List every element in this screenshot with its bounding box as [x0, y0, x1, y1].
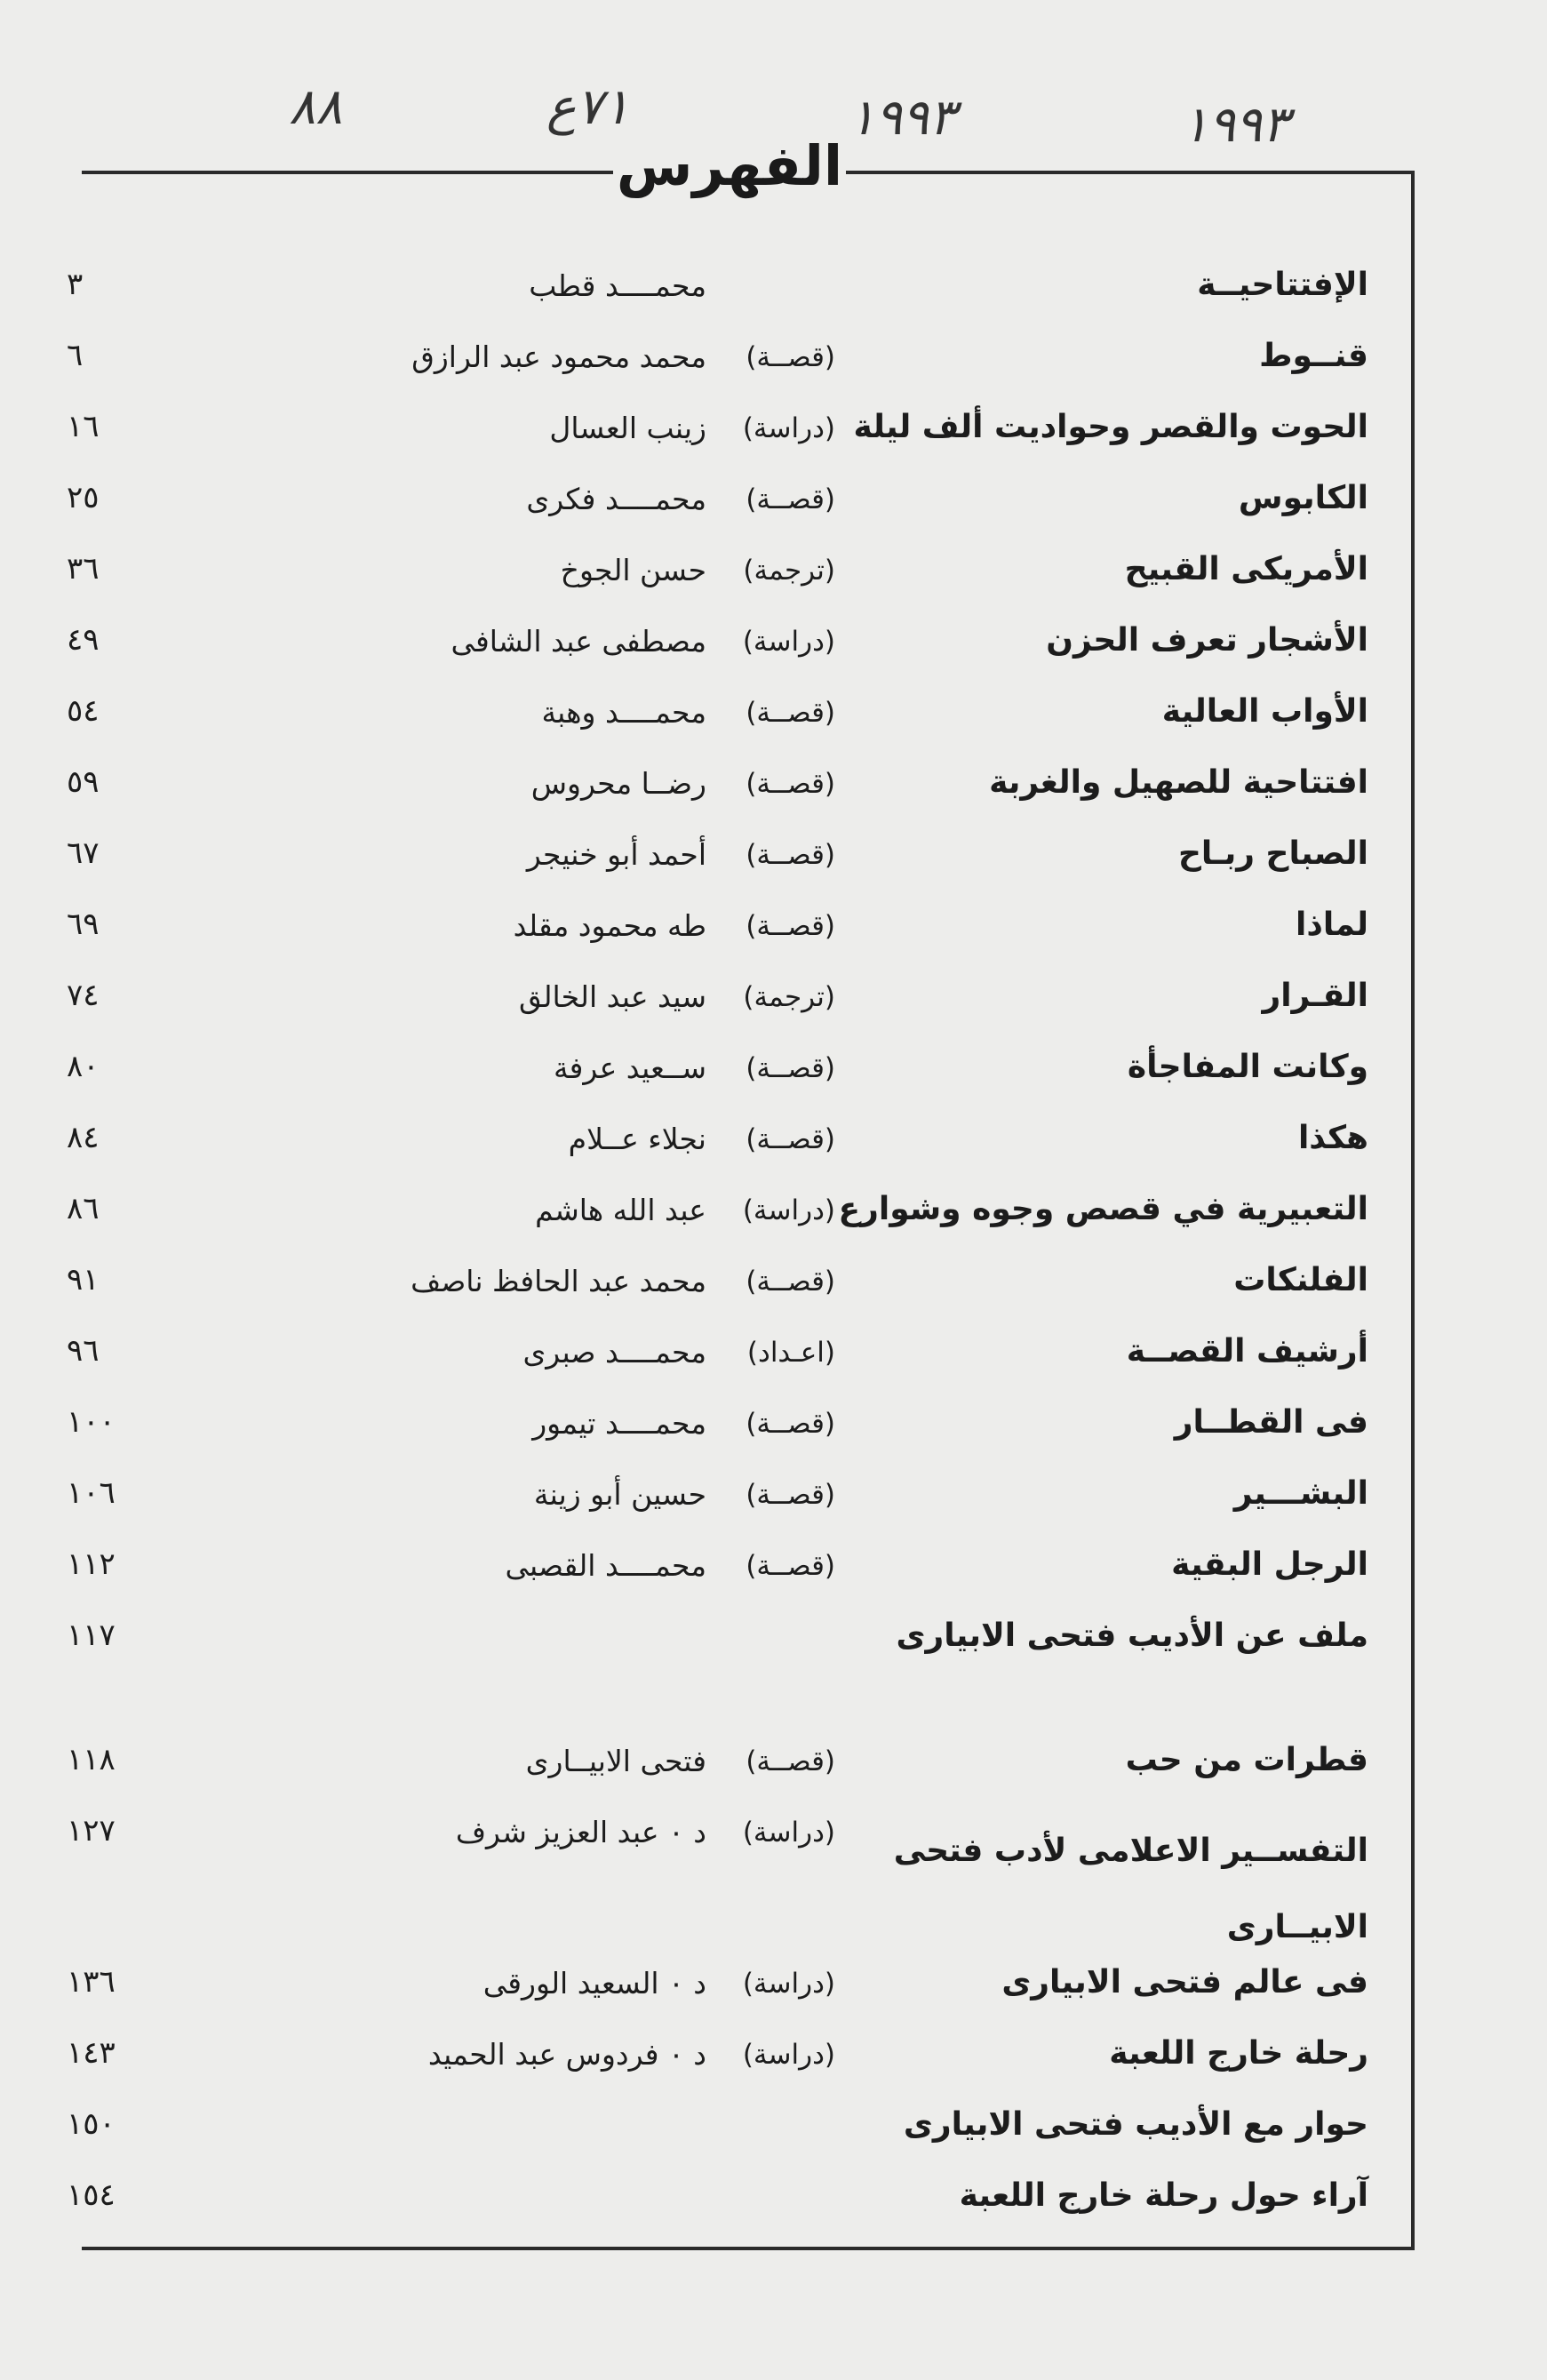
entry-title: آراء حول رحلة خارج اللعبة: [959, 2177, 1368, 2214]
entry-title: حوار مع الأديب فتحى الابيارى: [903, 2106, 1368, 2143]
toc-entry: [53, 2177, 1368, 2248]
entry-genre: (دراسة): [742, 1194, 835, 1226]
entry-page: ٦: [67, 338, 84, 373]
entry-title: أرشيف القصــة: [1126, 1333, 1368, 1370]
toc-entry: [53, 1191, 1368, 1262]
entry-title: افتتاحية للصهيل والغربة: [989, 764, 1368, 801]
entry-title: فى عالم فتحى الابيارى: [1001, 1964, 1368, 2001]
toc-entry: [53, 1262, 1368, 1333]
toc-entry: [53, 1404, 1368, 1475]
entry-page: ١٣٦: [67, 1964, 116, 2000]
page-title: الفهرس: [616, 133, 843, 198]
entry-genre: (قصــة): [746, 1745, 835, 1777]
entry-author: د ٠ فردوس عبد الحميد: [427, 2037, 706, 2072]
entry-genre: (قصــة): [746, 768, 835, 800]
toc-entry: [53, 2035, 1368, 2106]
entry-page: ٣: [67, 267, 84, 302]
entry-genre: (ترجمة): [743, 555, 835, 587]
entry-author: رضــا محروس: [530, 766, 706, 801]
entry-genre: (قصــة): [746, 1550, 835, 1582]
entry-page: ٩١: [67, 1262, 100, 1298]
toc-entry: [53, 835, 1368, 906]
entry-page: ٥٩: [67, 764, 100, 800]
toc-entry: [53, 1333, 1368, 1404]
entry-page: ٤٩: [67, 622, 100, 658]
toc-entry: [53, 338, 1368, 409]
toc-entry: [53, 1964, 1368, 2035]
entry-genre: (قصــة): [746, 697, 835, 729]
entry-title: قنــوط: [1259, 338, 1368, 374]
entry-genre: (قصــة): [746, 483, 835, 515]
entry-author: فتحى الابيــارى: [525, 1744, 706, 1778]
entry-page: ١١٧: [67, 1617, 116, 1653]
handwritten-note: ١٩٩٣: [1182, 96, 1289, 154]
frame-top-line: [846, 171, 1415, 174]
entry-title: التعبيرية في قصص وجوه وشوارع: [838, 1191, 1368, 1227]
toc-entry: [53, 764, 1368, 835]
entry-page: ١٤٣: [67, 2035, 116, 2071]
entry-author: محمــــد القصبى: [505, 1548, 706, 1583]
entry-genre: (اعـداد): [746, 1337, 835, 1369]
entry-page: ٩٦: [67, 1333, 100, 1369]
entry-author: محمــــد قطب: [529, 268, 706, 303]
entry-genre: (دراسة): [742, 626, 835, 658]
table-of-contents: [53, 267, 1368, 2248]
entry-page: ١١٨: [67, 1742, 116, 1777]
entry-title: فى القطــار: [1174, 1404, 1368, 1441]
entry-author: محمد محمود عبد الرازق: [411, 339, 706, 374]
entry-title: الحوت والقصر وحواديت ألف ليلة: [853, 409, 1368, 445]
entry-author: نجلاء عــلام: [568, 1122, 706, 1156]
section-gap: [53, 1689, 1368, 1742]
entry-genre: (قصــة): [746, 1408, 835, 1440]
entry-page: ١٥٤: [67, 2177, 116, 2213]
toc-entry: [53, 551, 1368, 622]
entry-page: ١٢٧: [67, 1813, 116, 1849]
entry-title: ملف عن الأديب فتحى الابيارى: [896, 1617, 1368, 1654]
entry-genre: (ترجمة): [743, 981, 835, 1013]
entry-title: قطرات من حب: [1125, 1742, 1368, 1778]
entry-genre: (قصــة): [746, 1266, 835, 1298]
entry-page: ٦٧: [67, 835, 100, 871]
entry-author: ســعيد عرفة: [553, 1050, 706, 1085]
entry-author: عبد الله هاشم: [535, 1193, 706, 1227]
entry-page: ٧٤: [67, 978, 100, 1013]
entry-title: الأواب العالية: [1161, 693, 1368, 730]
entry-author: محمــــد فكرى: [526, 482, 706, 516]
handwritten-note: ٨٨: [289, 78, 343, 136]
entry-title: لماذا: [1296, 906, 1368, 943]
entry-genre: (قصــة): [746, 1123, 835, 1155]
entry-author: حسين أبو زينة: [533, 1477, 706, 1512]
entry-author: سيد عبد الخالق: [518, 979, 706, 1014]
frame-top-line: [82, 171, 613, 174]
entry-page: ١١٢: [67, 1546, 116, 1582]
entry-author: أحمد أبو خنيجر: [526, 837, 706, 872]
entry-page: ٢٥: [67, 480, 100, 515]
toc-entry: [53, 1049, 1368, 1120]
entry-title: هكذا: [1297, 1120, 1368, 1156]
entry-author: محمد عبد الحافظ ناصف: [411, 1264, 706, 1298]
entry-page: ٨٤: [67, 1120, 100, 1155]
entry-author: مصطفى عبد الشافى: [451, 624, 706, 659]
entry-page: ١٠٦: [67, 1475, 116, 1511]
entry-title: الرجل البقية: [1171, 1546, 1368, 1583]
entry-title: التفســير الاعلامى لأدب فتحى الابيــارى: [893, 1833, 1368, 1945]
toc-entry: [53, 267, 1368, 338]
entry-author: طه محمود مقلد: [513, 908, 706, 943]
toc-entry: [53, 906, 1368, 978]
entry-page: ٨٦: [67, 1191, 100, 1226]
entry-author: د ٠ السعيد الورقى: [482, 1966, 706, 2001]
toc-entry: [53, 978, 1368, 1049]
entry-author: زينب العسال: [549, 411, 706, 445]
entry-page: ٦٩: [67, 906, 100, 942]
entry-page: ٣٦: [67, 551, 100, 587]
entry-title: وكانت المفاجأة: [1127, 1049, 1368, 1085]
toc-entry: [53, 1120, 1368, 1191]
entry-page: ١٥٠: [67, 2106, 116, 2142]
toc-entry: [53, 1475, 1368, 1546]
entry-author: محمــــد وهبة: [541, 695, 706, 730]
toc-entry: [53, 1546, 1368, 1617]
toc-entry: [53, 1813, 1368, 1964]
entry-title: الإفتتاحيــة: [1197, 267, 1368, 303]
toc-entry: [53, 480, 1368, 551]
toc-entry: [53, 1617, 1368, 1689]
entry-genre: (دراسة): [742, 2039, 835, 2071]
entry-title: الأمريكى القبيح: [1124, 551, 1368, 587]
toc-entry: [53, 693, 1368, 764]
toc-entry: [53, 1742, 1368, 1813]
handwritten-note: ٧١ع: [546, 78, 630, 136]
entry-genre: (دراسة): [742, 1817, 835, 1849]
entry-page: ٥٤: [67, 693, 100, 729]
entry-genre: (قصــة): [746, 1052, 835, 1084]
entry-page: ١٠٠: [67, 1404, 116, 1440]
entry-genre: (قصــة): [746, 839, 835, 871]
handwritten-note: ١٩٩٣: [849, 89, 956, 147]
entry-author: محمــــد تيمور: [532, 1406, 706, 1441]
entry-title: البشـــير: [1233, 1475, 1368, 1512]
entry-page: ٨٠: [67, 1049, 100, 1084]
entry-genre: (قصــة): [746, 910, 835, 942]
entry-page: ١٦: [67, 409, 100, 444]
entry-author: د ٠ عبد العزيز شرف: [455, 1815, 706, 1849]
toc-entry: [53, 409, 1368, 480]
entry-author: محمــــد صبرى: [522, 1335, 706, 1370]
entry-genre: (قصــة): [746, 1479, 835, 1511]
entry-title: الأشجار تعرف الحزن: [1046, 622, 1368, 659]
entry-title: القـرار: [1262, 978, 1368, 1014]
toc-entry: [53, 2106, 1368, 2177]
toc-entry: [53, 622, 1368, 693]
entry-title: الفلنكات: [1233, 1262, 1368, 1298]
entry-genre: (دراسة): [742, 1968, 835, 2000]
entry-genre: (دراسة): [742, 412, 835, 444]
entry-title: الكابوس: [1238, 480, 1368, 516]
frame-right-line: [1411, 171, 1415, 2248]
entry-title: الصباح ربـاح: [1177, 835, 1368, 872]
entry-author: حسن الجوخ: [560, 553, 706, 587]
entry-genre: (قصــة): [746, 341, 835, 373]
entry-title: رحلة خارج اللعبة: [1109, 2035, 1368, 2072]
